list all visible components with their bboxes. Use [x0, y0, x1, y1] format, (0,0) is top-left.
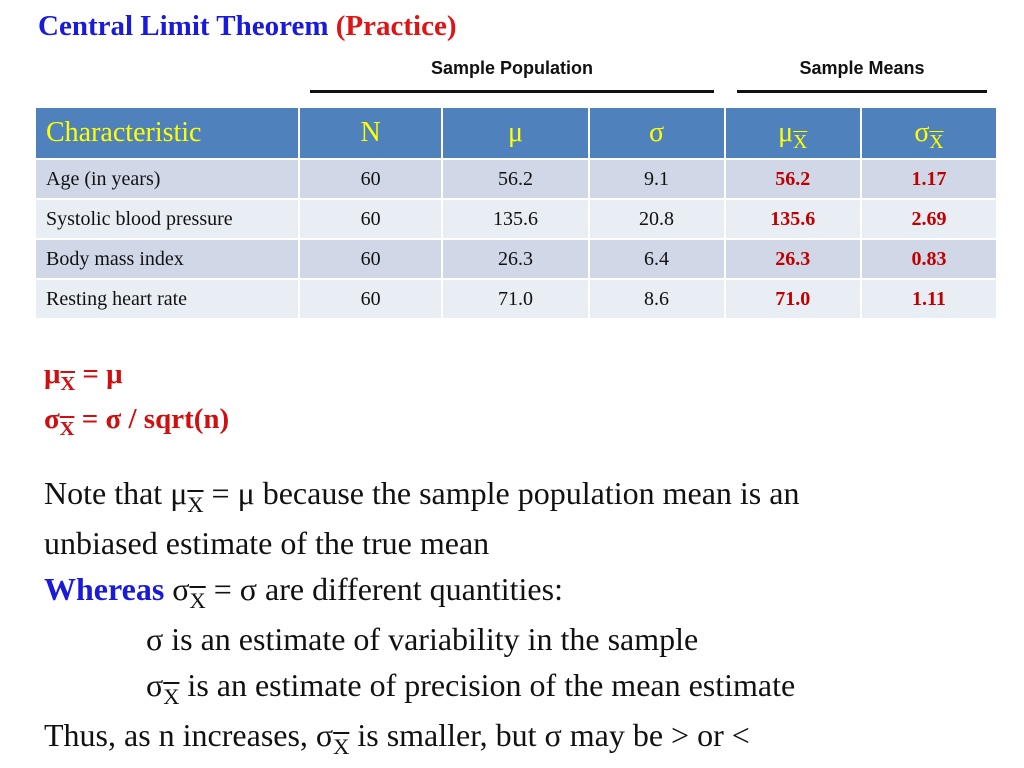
text-line-3	[44, 566, 1004, 616]
line-5-end: is an estimate of precision of the mean estimate	[179, 667, 796, 703]
cell-sigma: 9.1	[589, 159, 725, 199]
cell-characteristic: Systolic blood pressure	[35, 199, 299, 239]
header-characteristic: Characteristic	[35, 107, 299, 159]
cell-sigma: 6.4	[589, 239, 725, 279]
cell-n: 60	[299, 199, 443, 239]
cell-mu-xbar: 26.3	[725, 239, 861, 279]
table-header-row	[35, 107, 997, 159]
cell-sigma: 20.8	[589, 199, 725, 239]
formula-1-symbol: μ	[44, 358, 61, 390]
header-sigma-xbar	[861, 107, 997, 159]
sample-means-rule	[737, 90, 987, 93]
line-3-sub: X	[189, 587, 206, 613]
cell-mu-xbar: 56.2	[725, 159, 861, 199]
text-line-5	[44, 662, 1004, 712]
header-mu-xbar-symbol: μ	[778, 117, 794, 148]
sample-means-label: Sample Means	[799, 58, 925, 78]
cell-characteristic: Age (in years)	[35, 159, 299, 199]
whereas-word: Whereas	[44, 571, 165, 607]
header-sigma-xbar-symbol: σ	[914, 117, 930, 148]
sample-population-rule	[310, 90, 714, 93]
title-main: Central Limit Theorem	[38, 10, 329, 42]
header-sigma: σ	[589, 107, 725, 159]
line-5-sub: X	[163, 683, 180, 709]
cell-characteristic: Body mass index	[35, 239, 299, 279]
header-sigma-xbar-sub: X	[929, 131, 944, 153]
cell-mu: 135.6	[442, 199, 588, 239]
line-1-start: Note that μ	[44, 475, 188, 511]
header-mu-xbar	[725, 107, 861, 159]
formula-2-rest: = σ / sqrt(n)	[74, 403, 230, 435]
line-6-end: is smaller, but σ may be > or <	[349, 717, 750, 753]
formula-2-sub: X	[59, 418, 75, 441]
text-line-4: σ is an estimate of variability in the sample	[146, 621, 699, 657]
text-line-2: unbiased estimate of the true mean	[44, 525, 490, 561]
cell-mu: 26.3	[442, 239, 588, 279]
cell-n: 60	[299, 279, 443, 319]
text-line-6	[44, 712, 1004, 762]
cell-n: 60	[299, 159, 443, 199]
formula-mean-of-means	[44, 358, 123, 396]
header-mu: μ	[442, 107, 588, 159]
cell-mu: 56.2	[442, 159, 588, 199]
line-5-start: σ	[146, 667, 164, 703]
table-row	[35, 199, 997, 239]
table-row	[35, 159, 997, 199]
formula-1-rest: = μ	[75, 358, 123, 390]
cell-mu: 71.0	[442, 279, 588, 319]
table-row	[35, 239, 997, 279]
line-3-start: σ	[164, 571, 190, 607]
formula-1-sub: X	[60, 373, 76, 396]
line-6-start: Thus, as n increases, σ	[44, 717, 334, 753]
cell-n: 60	[299, 239, 443, 279]
explanation-text	[44, 470, 1004, 762]
formula-2-symbol: σ	[44, 403, 60, 435]
table-row	[35, 279, 997, 319]
header-n: N	[299, 107, 443, 159]
cell-sigma-xbar: 1.11	[861, 279, 997, 319]
line-1-end: = μ because the sample population mean is an	[203, 475, 800, 511]
cell-sigma: 8.6	[589, 279, 725, 319]
slide-title	[38, 10, 456, 43]
cell-sigma-xbar: 1.17	[861, 159, 997, 199]
text-line-1	[44, 470, 1004, 520]
cell-mu-xbar: 135.6	[725, 199, 861, 239]
header-mu-xbar-sub: X	[793, 131, 808, 153]
sample-population-label: Sample Population	[430, 58, 594, 78]
cell-mu-xbar: 71.0	[725, 279, 861, 319]
formula-standard-error	[44, 403, 230, 441]
line-6-sub: X	[333, 733, 350, 759]
line-1-sub: X	[187, 491, 204, 517]
cell-characteristic: Resting heart rate	[35, 279, 299, 319]
statistics-table	[34, 106, 998, 320]
line-3-end: = σ are different quantities:	[205, 571, 563, 607]
cell-sigma-xbar: 0.83	[861, 239, 997, 279]
title-practice: (Practice)	[335, 10, 457, 42]
cell-sigma-xbar: 2.69	[861, 199, 997, 239]
